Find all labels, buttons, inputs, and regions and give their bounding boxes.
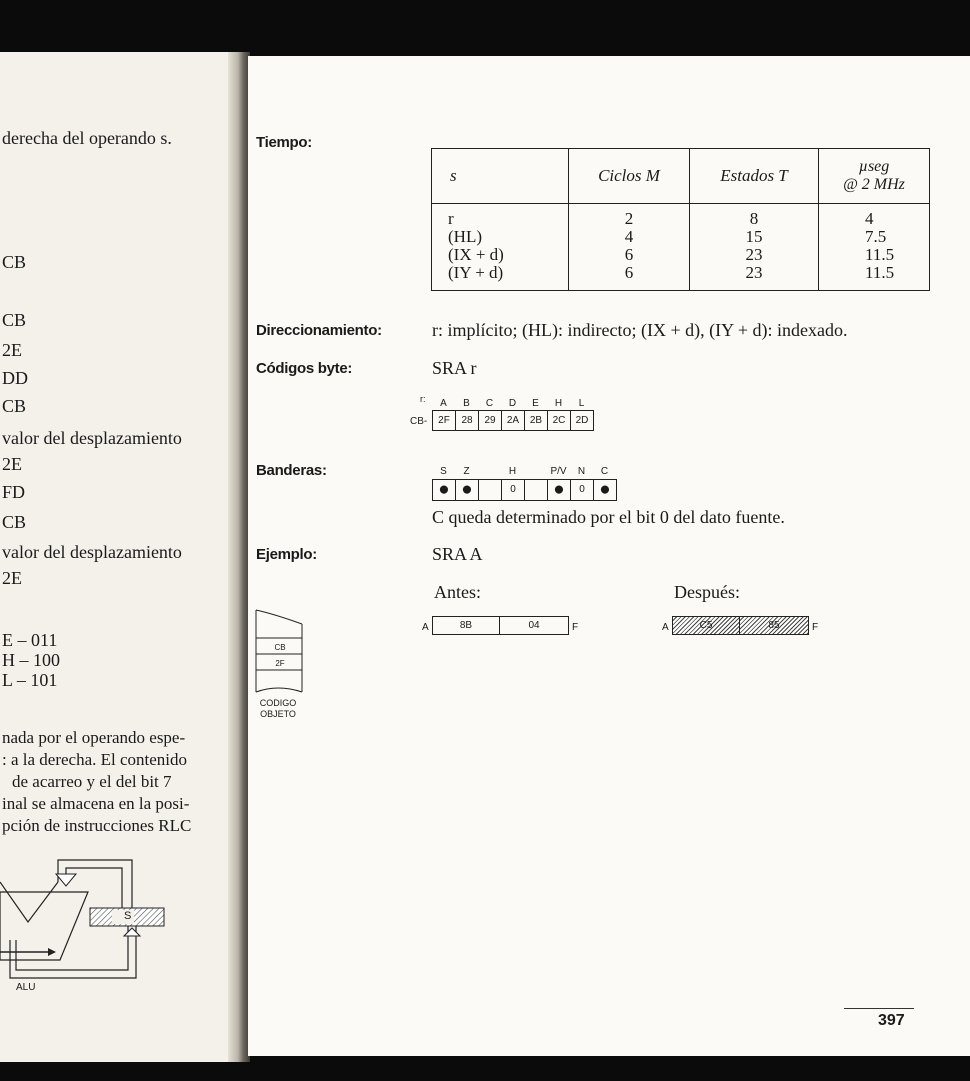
timing-body-row [432, 204, 930, 291]
after-f-value: 85 [740, 617, 808, 634]
flag-value-cell [525, 480, 548, 500]
object-code-label-line: OBJETO [260, 709, 296, 719]
col-ciclos [569, 204, 690, 291]
table-cell: 7.5 [865, 227, 887, 246]
flag-values-row [432, 479, 617, 501]
banderas-label: Banderas: [256, 462, 327, 479]
col-useg [819, 204, 930, 291]
left-text-line: de acarreo y el del bit 7 [12, 772, 172, 791]
table-cell: 4 [624, 227, 634, 246]
before-register [432, 616, 569, 635]
timing-table [431, 148, 930, 291]
after-a-value: C5 [673, 617, 740, 634]
table-cell: (HL) [448, 227, 482, 246]
table-cell: 11.5 [865, 245, 895, 264]
before-reg-label: A [422, 622, 429, 633]
before-flag-label: F [572, 622, 579, 633]
flag-name: S [440, 466, 447, 477]
flag-value-cell: ● [456, 480, 479, 500]
table-cell: 23 [745, 245, 763, 264]
left-text-line: E – 011 [2, 630, 58, 650]
object-code-byte: CB [274, 643, 286, 652]
table-cell: 8 [749, 209, 759, 228]
table-cell: 6 [624, 245, 634, 264]
r-label: r: [420, 394, 426, 404]
after-reg-label: A [662, 622, 669, 633]
col-estados [690, 204, 819, 291]
header-useg-freq: @ 2 MHz [843, 176, 905, 193]
tiempo-label: Tiempo: [256, 134, 312, 151]
table-cell: (IY + d) [448, 263, 504, 282]
flag-name: P/V [550, 466, 567, 477]
book-gutter [228, 52, 250, 1062]
object-code-byte: 2F [275, 659, 285, 668]
cb-prefix: CB- [410, 416, 428, 427]
right-page [248, 56, 970, 1056]
byte-code-cell: 28 [456, 410, 479, 431]
left-text-line: L – 101 [2, 670, 58, 690]
table-cell: (IX + d) [448, 245, 504, 264]
table-cell: 23 [745, 263, 763, 282]
table-cell: 4 [865, 209, 874, 228]
register-label: E [532, 398, 539, 409]
page-number: 397 [878, 1012, 905, 1029]
codigos-label: Códigos byte: [256, 360, 353, 377]
table-cell: r [448, 209, 454, 228]
left-text-line: valor del desplazamiento [2, 428, 182, 448]
left-text-line: nada por el operando espe- [2, 728, 186, 747]
direccionamiento-label: Direccionamiento: [256, 322, 382, 339]
before-a-value: 8B [433, 617, 500, 634]
ejemplo-label: Ejemplo: [256, 546, 317, 563]
left-text-line: CB [2, 252, 27, 272]
s-register-label: S [124, 910, 132, 922]
left-text-line: 2E [2, 340, 22, 360]
byte-code-cell: 2D [571, 410, 594, 431]
register-label: C [485, 398, 494, 409]
left-text-line: valor del desplazamiento [2, 542, 182, 562]
after-flag-label: F [812, 622, 819, 633]
timing-header-row [432, 149, 930, 204]
after-register [672, 616, 809, 635]
register-label: B [463, 398, 470, 409]
after-label: Después: [674, 582, 740, 602]
page-number-rule [844, 1008, 914, 1009]
register-label: A [440, 398, 447, 409]
register-label: D [508, 398, 517, 409]
byte-code-cell: 29 [479, 410, 502, 431]
flag-name: H [508, 466, 517, 477]
byte-code-cell: 2A [502, 410, 525, 431]
left-text-line: CB [2, 310, 27, 330]
header-ciclos: Ciclos M [569, 149, 690, 204]
left-text-line: inal se almacena en la posi- [2, 794, 190, 813]
header-s: s [432, 149, 569, 204]
flags-note: C queda determinado por el bit 0 del dato fuente. [432, 507, 785, 527]
flag-value-cell: 0 [502, 480, 525, 500]
flag-value-cell: ● [599, 479, 611, 500]
left-text-line: H – 100 [2, 650, 60, 670]
flag-name [524, 466, 547, 477]
object-code-label [256, 698, 300, 720]
header-useg [819, 149, 930, 204]
byte-code-cell: 2B [525, 410, 548, 431]
left-text-line: FD [2, 482, 26, 502]
flag-name: N [577, 466, 586, 477]
byte-code-row [432, 410, 594, 431]
left-text-line: : a la derecha. El contenido [2, 750, 188, 769]
flag-name: Z [463, 466, 470, 477]
table-cell: 11.5 [865, 263, 895, 282]
left-text-line: 2E [2, 454, 22, 474]
register-header-row [432, 398, 593, 409]
flag-value-cell: ● [548, 480, 571, 500]
left-text-line: CB [2, 512, 27, 532]
col-s [432, 204, 569, 291]
byte-code-cell: 2C [548, 410, 571, 431]
left-text-line: derecha del operando s. [2, 128, 172, 148]
header-estados: Estados T [690, 149, 819, 204]
before-label: Antes: [434, 582, 481, 602]
sra-r-mnemonic: SRA r [432, 358, 477, 378]
alu-shift-diagram [0, 852, 238, 992]
flag-name: C [600, 466, 609, 477]
table-cell: 2 [624, 209, 634, 228]
flag-names-row [432, 466, 616, 477]
flag-value-cell: 0 [571, 480, 594, 500]
object-code-label-line: CODIGO [259, 698, 297, 708]
left-text-line: pción de instrucciones RLC [2, 816, 192, 835]
flag-value-cell [479, 480, 502, 500]
register-label: L [578, 398, 585, 409]
flag-name [478, 466, 501, 477]
table-cell: 6 [624, 263, 634, 282]
alu-label: ALU [16, 982, 36, 993]
register-label: H [554, 398, 563, 409]
example-mnemonic: SRA A [432, 544, 483, 564]
header-useg-unit: µseg [858, 158, 890, 175]
flag-value-cell: ● [433, 480, 456, 500]
left-text-line: DD [2, 368, 28, 388]
left-text-line: 2E [2, 568, 22, 588]
table-cell: 15 [745, 227, 763, 246]
before-f-value: 04 [528, 620, 540, 631]
byte-code-cell: 2F [433, 410, 456, 431]
left-page [0, 52, 238, 1062]
left-text-line: CB [2, 396, 27, 416]
addressing-text: r: implícito; (HL): indirecto; (IX + d), (IY + d): indexado. [432, 320, 848, 340]
